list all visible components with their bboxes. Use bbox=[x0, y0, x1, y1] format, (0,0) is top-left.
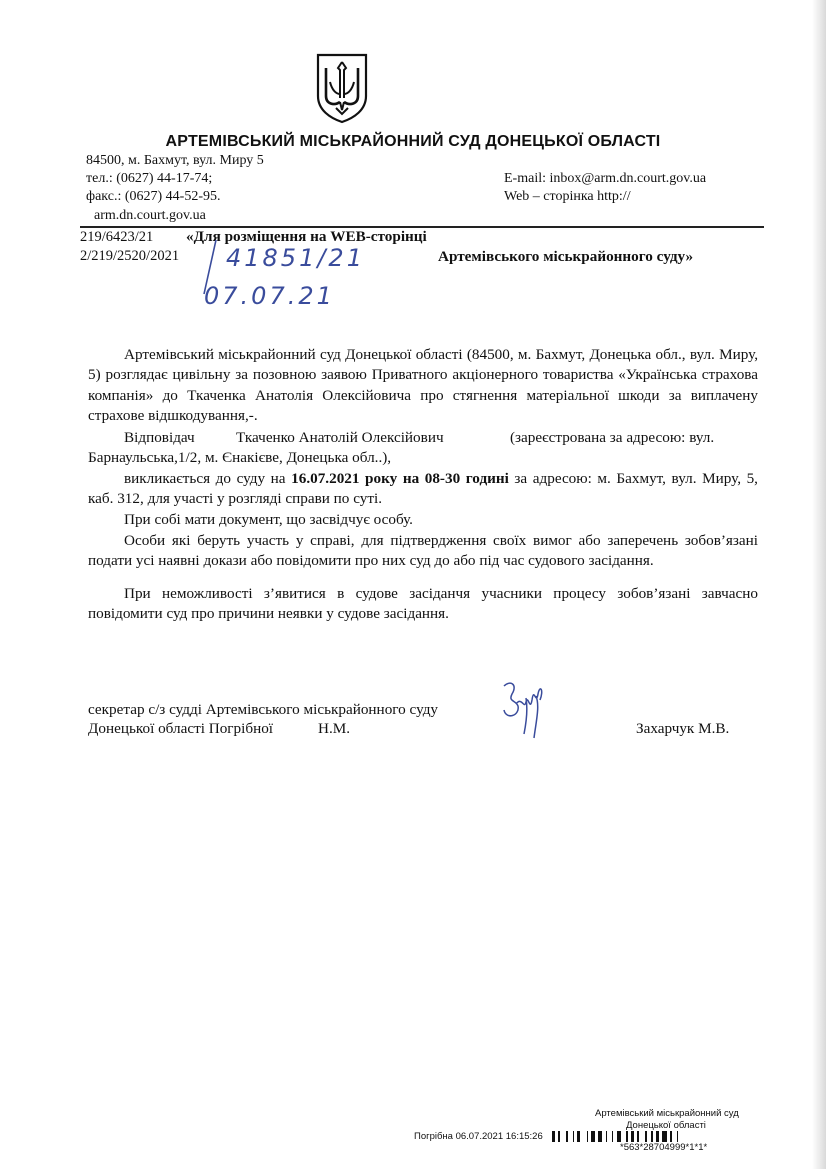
court-web: Web – сторінка http:// bbox=[504, 189, 631, 204]
stamp-org-line2: Донецької області bbox=[626, 1120, 706, 1131]
barcode-bar bbox=[637, 1131, 639, 1142]
paragraph-absence-text: При неможливості з’явитися в судове засіданчя учасники процесу зобов’язані завчасно повідомити суд про причини неявки у судове засідання. bbox=[88, 585, 758, 623]
paragraph-evidence bbox=[88, 531, 758, 572]
handwritten-registration-date: 07.07.21 bbox=[204, 282, 335, 310]
case-number: 219/6423/21 bbox=[80, 229, 154, 245]
barcode-bar bbox=[645, 1131, 647, 1142]
coat-of-arms-icon bbox=[314, 52, 370, 124]
paragraph-id-document-text: При собі мати документ, що засвідчує особу. bbox=[124, 511, 413, 528]
defendant-name: Ткаченко Анатолій Олексійович bbox=[236, 429, 444, 446]
barcode-bar bbox=[651, 1131, 653, 1142]
placement-note-line2: Артемівського міськрайонного суду» bbox=[438, 248, 694, 265]
handwritten-registration-number: 41851/21 bbox=[226, 244, 365, 272]
barcode-bar bbox=[631, 1131, 634, 1142]
barcode-bar bbox=[558, 1131, 560, 1142]
paragraph-evidence-text: Особи які беруть участь у справі, для підтвердження своїх вимог або заперечень зобов’язані подати усі наявні докази або повідомити про них суд до або під час судового засідання. bbox=[88, 532, 758, 570]
defendant-role: Відповідач bbox=[124, 429, 195, 446]
signature-position-line1: секретар с/з судді Артемівського міськрайонного суду bbox=[88, 701, 439, 718]
barcode-bar bbox=[677, 1131, 679, 1142]
barcode-bar bbox=[591, 1131, 594, 1142]
defendant-address-a: (зареєстрована за адресою: вул. bbox=[510, 429, 715, 446]
paragraph-case-description-text: Артемівський міськрайонний суд Донецької області (84500, м. Бахмут, Донецька обл., вул. Миру, 5) розглядає цивільну за позовною заявою Приватного акціонерного товариства «Українська страхова компанія» до Ткаченка Анатолія Олексійовича про стягнення матеріальної шкоди за виплачену страхове відшкодування,-. bbox=[88, 346, 758, 425]
barcode-bar bbox=[577, 1131, 580, 1142]
barcode-bar bbox=[606, 1131, 608, 1142]
paragraph-summons bbox=[88, 469, 758, 510]
stamp-org-line1: Артемівський міськрайонний суд bbox=[595, 1108, 739, 1119]
barcode-bar bbox=[566, 1131, 568, 1142]
signature-position-line2: Донецької області Погрібної bbox=[88, 720, 274, 737]
barcode-bar bbox=[670, 1131, 672, 1142]
barcode-bar bbox=[573, 1131, 575, 1142]
scan-edge-shadow bbox=[812, 0, 826, 1169]
paragraph-id-document bbox=[88, 510, 758, 530]
placement-note-line1: «Для розміщення на WEB-сторінці bbox=[186, 228, 427, 245]
barcode-bar bbox=[656, 1131, 659, 1142]
court-website-tail: arm.dn.court.gov.ua bbox=[94, 208, 206, 223]
stamp-barcode-code: *563*28704999*1*1* bbox=[620, 1142, 708, 1153]
barcode-bar bbox=[662, 1131, 667, 1142]
barcode-bar bbox=[587, 1131, 589, 1142]
barcode-bar bbox=[626, 1131, 628, 1142]
court-fax: факс.: (0627) 44-52-95. bbox=[86, 189, 221, 204]
court-phone: тел.: (0627) 44-17-74; bbox=[86, 171, 213, 186]
barcode-bar bbox=[617, 1131, 622, 1142]
registration-stamp bbox=[412, 1108, 792, 1158]
barcode-icon bbox=[552, 1131, 792, 1142]
barcode-bar bbox=[612, 1131, 614, 1142]
barcode-bar bbox=[552, 1131, 555, 1142]
summons-text-before: викликається до суду на bbox=[124, 470, 292, 487]
barcode-bar bbox=[598, 1131, 603, 1142]
stamp-registered-info: Погрібна 06.07.2021 16:15:26 bbox=[414, 1131, 543, 1142]
court-address: 84500, м. Бахмут, вул. Миру 5 bbox=[86, 153, 264, 168]
hearing-date-time: 16.07.2021 року на 08-30 годині bbox=[291, 470, 509, 487]
proceeding-number: 2/219/2520/2021 bbox=[80, 248, 180, 264]
handwritten-signature bbox=[496, 676, 552, 742]
court-title: АРТЕМІВСЬКИЙ МІСЬКРАЙОННИЙ СУД ДОНЕЦЬКОЇ ОБЛАСТІ bbox=[165, 133, 661, 150]
paragraph-case-description bbox=[88, 345, 758, 427]
summons-text-after: за адресою: м. Бахмут, вул. Миру, 5, каб. 312, для участі у розгляді справи по суті. bbox=[88, 470, 758, 508]
court-email: E-mail: inbox@arm.dn.court.gov.ua bbox=[504, 171, 707, 186]
defendant-address-b: Барнаульська,1/2, м. Єнакієве, Донецька обл..), bbox=[88, 449, 392, 466]
signer-name: Захарчук М.В. bbox=[636, 720, 730, 737]
paragraph-absence bbox=[88, 584, 758, 625]
signature-initials: Н.М. bbox=[318, 720, 351, 737]
